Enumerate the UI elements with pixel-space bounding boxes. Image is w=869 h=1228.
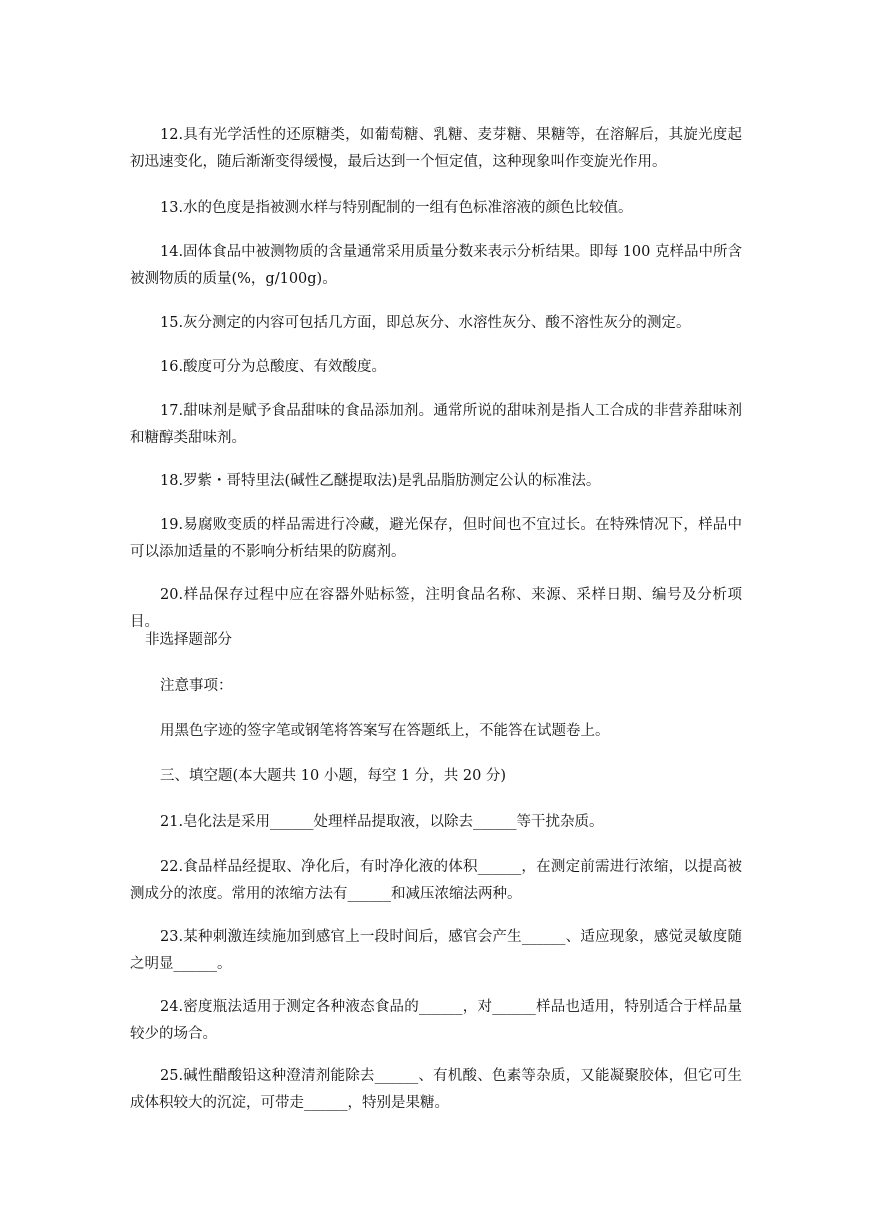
notice-text: 用黑色字迹的签字笔或钢笔将答案写在答题纸上，不能答在试题卷上。 (160, 723, 610, 739)
statement-18: 18.罗紫・哥特里法(碱性乙醚提取法)是乳品脂肪测定公认的标准法。 (160, 473, 601, 489)
statement-13: 13.水的色度是指被测水样与特别配制的一组有色标准溶液的颜色比较值。 (160, 200, 633, 216)
statement-16: 16.酸度可分为总酸度、有效酸度。 (160, 359, 387, 375)
question-21: 21.皂化法是采用______处理样品提取液，以除去______等干扰杂质。 (160, 814, 604, 830)
notice-label: 注意事项： (160, 678, 233, 694)
statement-14: 14.固体食品中被测物质的含量通常采用质量分数来表示分析结果。即每 100 克样品中所含被测物质的质量(%，g/100g)。 (130, 244, 742, 287)
question-23: 23.某种刺激连续施加到感官上一段时间后，感官会产生______、适应现象，感觉灵敏度随之明显______。 (130, 929, 742, 972)
question-22: 22.食品样品经提取、净化后，有时净化液的体积______，在测定前需进行浓缩，以提高被测成分的浓度。常用的浓缩方法有______和减压浓缩法两种。 (130, 859, 742, 902)
statement-20: 20.样品保存过程中应在容器外贴标签，注明食品名称、来源、采样日期、编号及分析项目。 (130, 587, 742, 630)
statement-12: 12.具有光学活性的还原糖类，如葡萄糖、乳糖、麦芽糖、果糖等，在溶解后，其旋光度起初迅速变化，随后渐渐变得缓慢，最后达到一个恒定值，这种现象叫作变旋光作用。 (130, 127, 742, 170)
statement-19: 19.易腐败变质的样品需进行冷藏，避光保存，但时间也不宜过长。在特殊情况下，样品中可以添加适量的不影响分析结果的防腐剂。 (130, 517, 742, 560)
statement-17: 17.甜味剂是赋予食品甜味的食品添加剂。通常所说的甜味剂是指人工合成的非营养甜味剂和糖醇类甜味剂。 (130, 403, 742, 446)
part-heading: 三、填空题(本大题共 10 小题，每空 1 分，共 20 分) (160, 768, 507, 784)
section-title: 非选择题部分 (145, 632, 232, 648)
statement-15: 15.灰分测定的内容可包括几方面，即总灰分、水溶性灰分、酸不溶性灰分的测定。 (160, 315, 691, 331)
question-25: 25.碱性醋酸铅这种澄清剂能除去______、有机酸、色素等杂质，又能凝聚胶体，但它可生成体积较大的沉淀，可带走______，特别是果糖。 (130, 1068, 742, 1111)
question-24: 24.密度瓶法适用于测定各种液态食品的______，对______样品也适用，特别适合于样品量较少的场合。 (130, 999, 742, 1042)
